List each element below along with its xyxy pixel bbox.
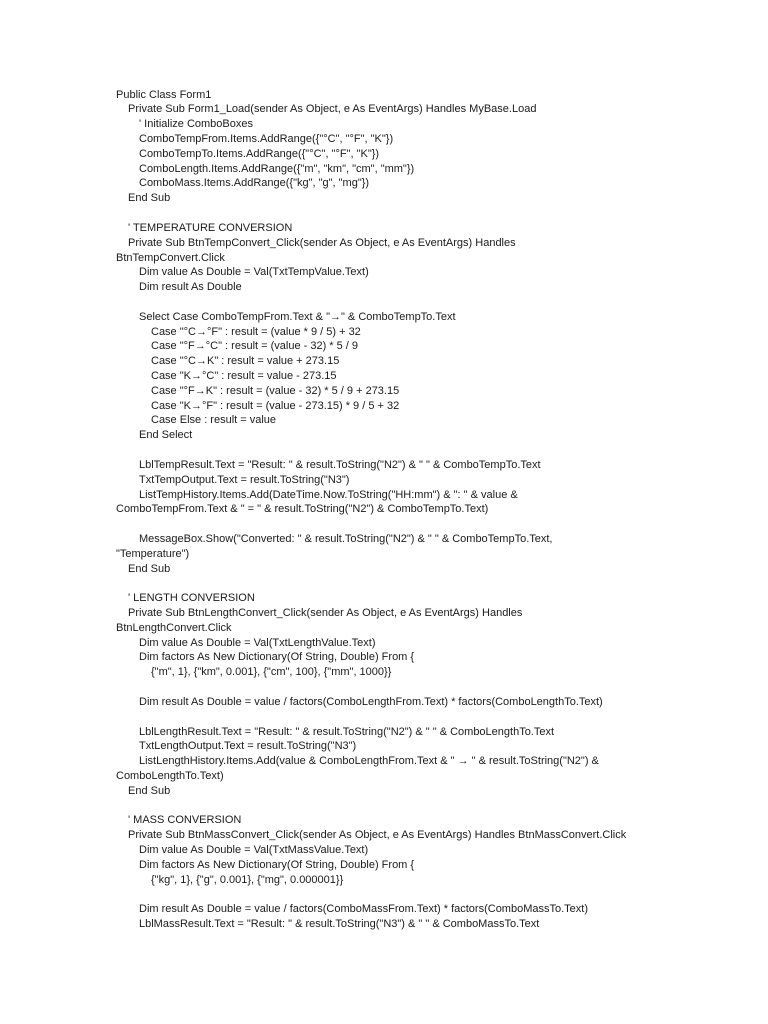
code-line: Dim factors As New Dictionary(Of String, Double) From {: [139, 858, 415, 871]
code-line: LblLengthResult.Text = "Result: " & result.ToString("N2") & " " & ComboLengthTo.Text: [139, 725, 555, 738]
code-line: Private Sub BtnTempConvert_Click(sender As Object, e As EventArgs) Handles: [128, 236, 516, 249]
code-line: Case Else : result = value: [151, 414, 277, 427]
code-line: Dim value As Double = Val(TxtTempValue.Text): [139, 266, 369, 279]
code-line: Private Sub BtnLengthConvert_Click(sender As Object, e As EventArgs) Handles: [128, 607, 523, 620]
code-line: MessageBox.Show("Converted: " & result.ToString("N2") & " " & ComboTempTo.Text,: [139, 532, 553, 545]
code-line: Private Sub Form1_Load(sender As Object, e As EventArgs) Handles MyBase.Load: [128, 103, 537, 116]
code-line: ListLengthHistory.Items.Add(value & ComboLengthFrom.Text & " → " & result.ToString("N2") &: [139, 755, 599, 768]
code-line: Dim result As Double = value / factors(ComboMassFrom.Text) * factors(ComboMassTo.Text): [139, 903, 588, 916]
code-line: Case "K→°C" : result = value - 273.15: [151, 370, 337, 383]
code-line: Dim value As Double = Val(TxtMassValue.Text): [139, 844, 369, 857]
code-line: End Sub: [128, 784, 171, 797]
code-line: End Sub: [128, 192, 171, 205]
blank-line: [116, 295, 728, 310]
code-line: ListTempHistory.Items.Add(DateTime.Now.ToString("HH:mm") & ": " & value &: [139, 488, 518, 501]
blank-line: [116, 517, 728, 532]
code-line: {"kg", 1}, {"g", 0.001}, {"mg", 0.000001}}: [151, 873, 344, 886]
code-comment: ' LENGTH CONVERSION: [128, 592, 255, 605]
blank-line: [116, 680, 728, 695]
code-line: End Select: [139, 429, 193, 442]
code-line: BtnLengthConvert.Click: [116, 621, 232, 634]
code-line: Case "°F→°C" : result = (value - 32) * 5 / 9: [151, 340, 359, 353]
code-line: Case "K→°F" : result = (value - 273.15) * 9 / 5 + 32: [151, 399, 400, 412]
blank-line: [116, 443, 728, 458]
code-line: BtnTempConvert.Click: [116, 251, 225, 264]
code-line: Select Case ComboTempFrom.Text & "→" & ComboTempTo.Text: [139, 310, 456, 323]
code-line: End Sub: [128, 562, 171, 575]
blank-line: [116, 710, 728, 725]
blank-line: [116, 799, 728, 814]
code-block: [116, 88, 728, 932]
code-line: TxtTempOutput.Text = result.ToString("N3"): [139, 473, 350, 486]
code-line: ComboLengthTo.Text): [116, 769, 224, 782]
blank-line: [116, 887, 728, 902]
code-line: Case "°C→K" : result = value + 273.15: [151, 355, 340, 368]
code-line: {"m", 1}, {"km", 0.001}, {"cm", 100}, {"mm", 1000}}: [151, 666, 392, 679]
code-line: ComboTempTo.Items.AddRange({"°C", "°F", "K"}): [139, 147, 380, 160]
code-comment: ' MASS CONVERSION: [128, 814, 242, 827]
code-line: TxtLengthOutput.Text = result.ToString("N3"): [139, 740, 357, 753]
code-line: Dim result As Double = value / factors(ComboLengthFrom.Text) * factors(ComboLengthTo.Text): [139, 695, 603, 708]
blank-line: [116, 576, 728, 591]
blank-line: [116, 206, 728, 221]
code-line: Dim result As Double: [139, 281, 242, 294]
code-comment: ' TEMPERATURE CONVERSION: [128, 221, 293, 234]
code-line: LblTempResult.Text = "Result: " & result.ToString("N2") & " " & ComboTempTo.Text: [139, 458, 541, 471]
code-line: ComboLength.Items.AddRange({"m", "km", "cm", "mm"}): [139, 162, 415, 175]
code-comment: ' Initialize ComboBoxes: [139, 118, 253, 131]
code-line: Dim value As Double = Val(TxtLengthValue.Text): [139, 636, 376, 649]
code-line: Private Sub BtnMassConvert_Click(sender As Object, e As EventArgs) Handles BtnMassConvert.Click: [128, 829, 627, 842]
code-line: ComboTempFrom.Text & " = " & result.ToString("N2") & ComboTempTo.Text): [116, 503, 489, 516]
code-line: Case "°F→K" : result = (value - 32) * 5 / 9 + 273.15: [151, 384, 400, 397]
code-line: LblMassResult.Text = "Result: " & result.ToString("N3") & " " & ComboMassTo.Text: [139, 918, 540, 931]
code-line: Dim factors As New Dictionary(Of String, Double) From {: [139, 651, 415, 664]
code-line: Case "°C→°F" : result = (value * 9 / 5) + 32: [151, 325, 361, 338]
code-line: ComboMass.Items.AddRange({"kg", "g", "mg"}): [139, 177, 370, 190]
code-line: Public Class Form1: [116, 88, 212, 101]
code-line: "Temperature"): [116, 547, 190, 560]
code-line: ComboTempFrom.Items.AddRange({"°C", "°F", "K"}): [139, 133, 394, 146]
